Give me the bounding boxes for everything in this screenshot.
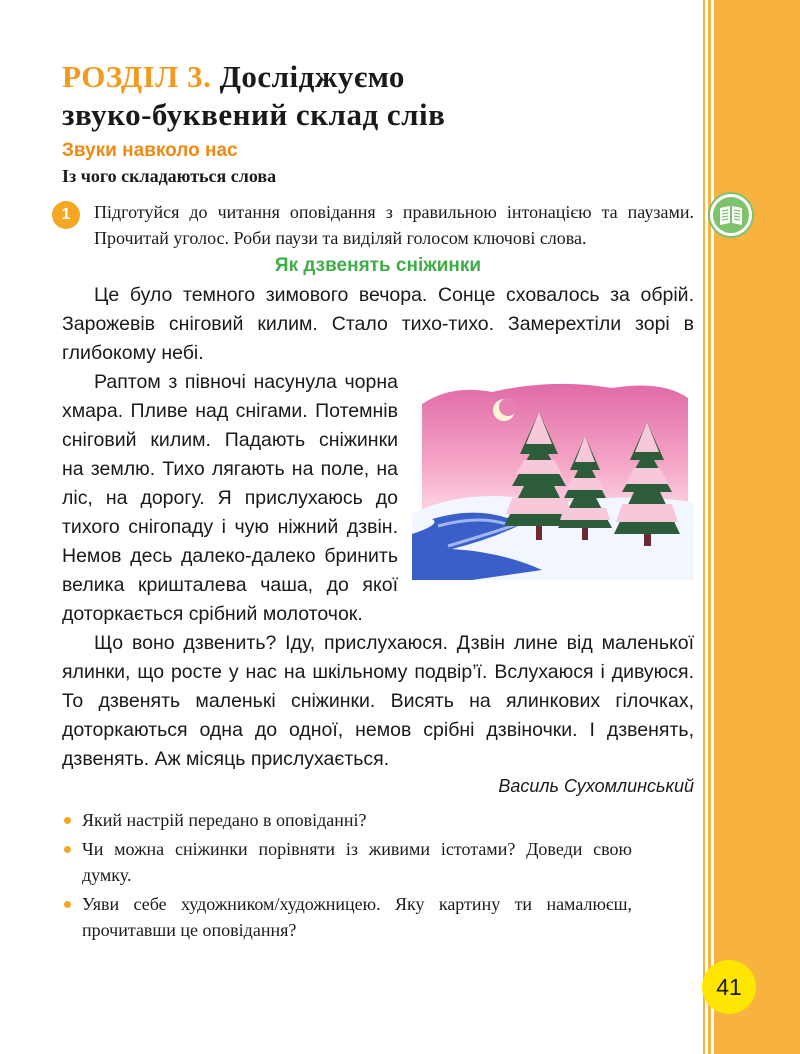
section-title: Звуки навколо нас bbox=[62, 140, 238, 161]
page-number: 41 bbox=[702, 960, 756, 1014]
chapter-title-line1: Досліджуємо bbox=[219, 59, 405, 94]
story-author: Василь Сухомлинський bbox=[498, 776, 694, 796]
story-paragraph: Це було темного зимового вечора. Сонце сховалось за обрій. Зарожевів сніговий килим. Стало тихо-тихо. Замерехтіли зорі в глибокому небі. bbox=[62, 284, 694, 364]
question-text: Чи можна сніжинки порівняти із живими істотами? Доведи свою думку. bbox=[82, 839, 632, 885]
questions-list bbox=[62, 807, 694, 943]
question-item bbox=[62, 836, 632, 888]
book-icon bbox=[710, 194, 752, 236]
question-item bbox=[62, 891, 632, 943]
chapter-title-line2: звуко-буквений склад слів bbox=[62, 97, 446, 132]
question-text: Який настрій передано в оповіданні? bbox=[82, 810, 367, 830]
winter-fir-trees-illustration bbox=[412, 374, 694, 580]
chapter-prefix: РОЗДІЛ 3. bbox=[62, 59, 212, 94]
side-band bbox=[714, 0, 800, 1054]
question-item bbox=[62, 807, 632, 833]
bullet-icon bbox=[64, 901, 71, 908]
task-number-badge: 1 bbox=[52, 201, 80, 229]
task-1 bbox=[62, 199, 694, 251]
margin-line bbox=[703, 0, 705, 1054]
margin-line bbox=[708, 0, 711, 1054]
story-text bbox=[62, 281, 694, 774]
story-paragraph: Раптом з півночі насунула чорна хмара. Пливе над снігами. Потемнів сніговий килим. Падають сніжинки на землю. Тихо лягають на поле, на ліс, на дорогу. Я прислухаюсь до тихого снігопаду і чую ніжний дзвін. Немов десь далеко-далеко бринить велика кришталева чаша, до якої доторкається срібний молоточок. bbox=[62, 371, 398, 625]
chapter-title bbox=[62, 58, 694, 134]
bullet-icon bbox=[64, 817, 71, 824]
bullet-icon bbox=[64, 846, 71, 853]
story-title: Як дзвенять сніжинки bbox=[274, 255, 482, 276]
story-paragraph: Що воно дзвенить? Іду, прислухаюся. Дзвін лине від маленької ялинки, що росте у нас на шкільному подвір’ї. Вслухаюся і дивуюся. То дзвенять маленькі сніжинки. Висять на ялинкових гілочках, доторкаються одна до одної, немов срібні дзвіночки. І дзвенять, дзвенять. Аж місяць прислухається. bbox=[62, 632, 694, 770]
lesson-title: Із чого складаються слова bbox=[62, 166, 277, 186]
page-content bbox=[62, 58, 694, 946]
question-text: Уяви себе художником/художницею. Яку картину ти намалюєш, прочитавши це оповідання? bbox=[82, 894, 632, 940]
task-text: Підготуйся до читання оповідання з правильною інтонацією та паузами. Прочитай уголос. Роби паузи та виділяй голосом ключові слова. bbox=[94, 202, 694, 248]
